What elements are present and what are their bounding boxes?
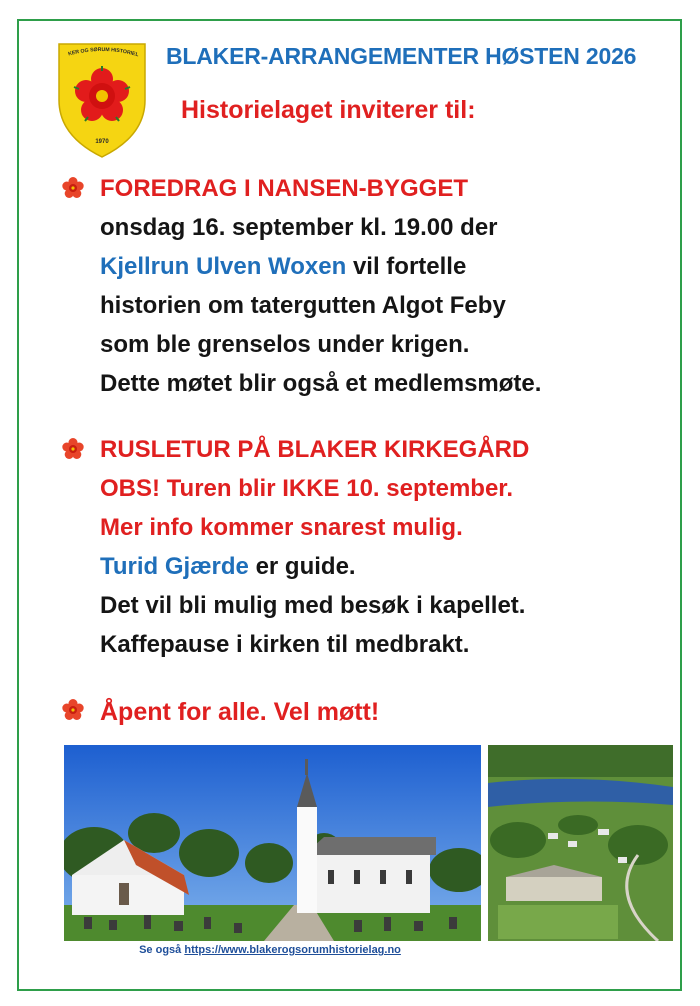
event2-guide-line bbox=[100, 547, 660, 586]
event2-notice: OBS! Turen blir IKKE 10. september. bbox=[100, 475, 513, 502]
event1-desc-line: som ble grenselos under krigen. bbox=[100, 331, 470, 358]
red-rose-flower-icon bbox=[61, 437, 85, 461]
aerial-photo bbox=[488, 745, 673, 941]
event-foredrag bbox=[100, 169, 660, 403]
logo-year: 1970 bbox=[95, 139, 109, 145]
event2-heading: RUSLETUR PÅ BLAKER KIRKEGÅRD bbox=[100, 436, 530, 463]
footer-prefix: Se også bbox=[139, 944, 185, 956]
red-rose-flower-icon bbox=[61, 176, 85, 200]
event2-guide-rest: er guide. bbox=[248, 553, 356, 580]
footer-caption bbox=[60, 944, 480, 956]
event2-desc-line: Kaffepause i kirken til medbrakt. bbox=[100, 631, 470, 658]
event2-desc-line: Det vil bli mulig med besøk i kapellet. bbox=[100, 592, 526, 619]
closing-text: Åpent for alle. Vel møtt! bbox=[100, 698, 380, 726]
event-rusletur bbox=[100, 430, 660, 664]
page-subtitle: Historielaget inviterer til: bbox=[181, 96, 476, 124]
event1-desc-line: historien om tatergutten Algot Feby bbox=[100, 292, 506, 319]
event1-speaker: Kjellrun Ulven Woxen bbox=[100, 253, 347, 280]
closing-section bbox=[100, 693, 660, 732]
website-link[interactable]: https://www.blakerogsorumhistorielag.no bbox=[184, 944, 401, 956]
event1-date-line: onsdag 16. september kl. 19.00 der bbox=[100, 214, 498, 241]
event1-speaker-line bbox=[100, 247, 660, 286]
historielag-logo bbox=[55, 40, 149, 160]
event2-notice: Mer info kommer snarest mulig. bbox=[100, 514, 463, 541]
event1-desc-line: Dette møtet blir også et medlemsmøte. bbox=[100, 370, 542, 397]
event1-speaker-rest: vil fortelle bbox=[346, 253, 467, 280]
event1-heading: FOREDRAG I NANSEN-BYGGET bbox=[100, 175, 469, 202]
page-title: BLAKER-ARRANGEMENTER HØSTEN 2026 bbox=[166, 43, 637, 69]
event2-guide: Turid Gjærde bbox=[100, 553, 249, 580]
church-photo bbox=[64, 745, 481, 941]
red-rose-flower-icon bbox=[61, 698, 85, 722]
logo-text: KER OG SØRUM HISTORIEL bbox=[67, 46, 140, 59]
